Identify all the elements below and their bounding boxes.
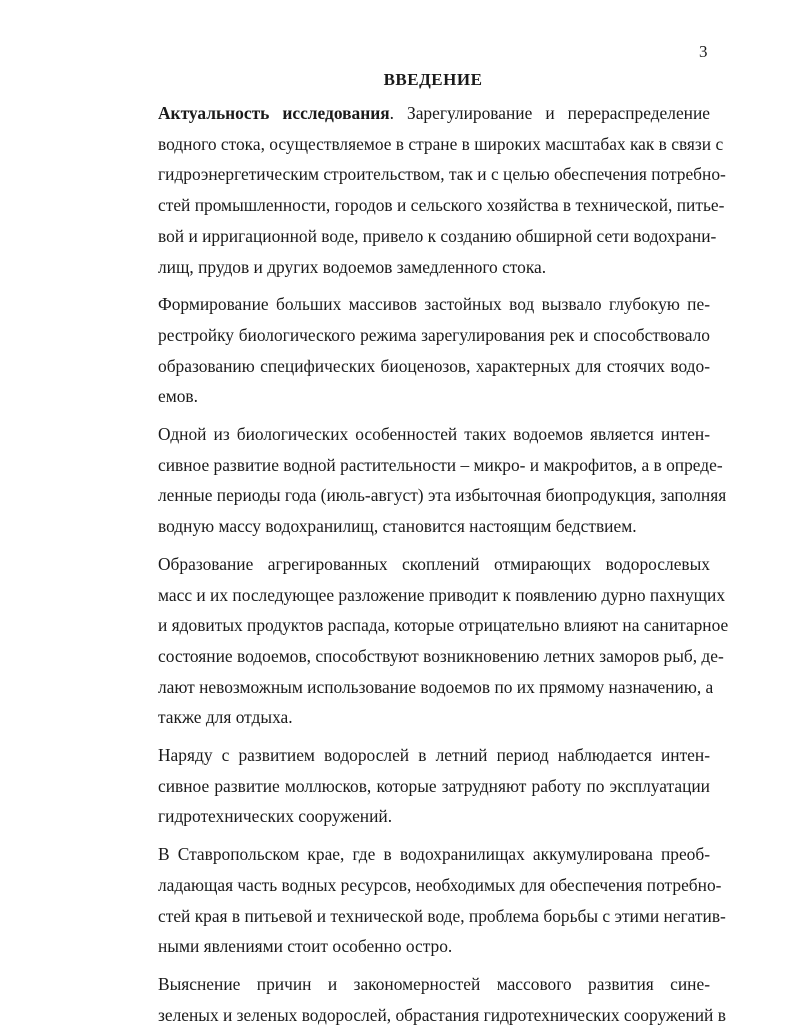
text-line: ладающая часть водных ресурсов, необходимых для обеспечения потребно- [158, 874, 722, 895]
text-line: масс и их последующее разложение приводит к появлению дурно пахнущих [158, 584, 726, 605]
text-line: лищ, прудов и других водоемов замедленного стока. [158, 256, 547, 277]
text-line: лают невозможным использование водоемов по их прямому назначению, а [158, 676, 714, 697]
text-line: Выяснение причин и закономерностей массового развития сине- [158, 973, 710, 994]
text-line: сивное развитие моллюсков, которые затрудняют работу по эксплуатации [158, 775, 710, 796]
text-line: емов. [158, 386, 198, 407]
text-line: В Ставропольском крае, где в водохранилищах аккумулирована преоб- [158, 844, 710, 865]
text-line: и ядовитых продуктов распада, которые отрицательно влияют на санитарное [158, 615, 729, 636]
text-line: Формирование больших массивов застойных вод вызвало глубокую пе- [158, 294, 710, 315]
text-line: Одной из биологических особенностей таких водоемов является интен- [158, 424, 710, 445]
text-line: стей промышленности, городов и сельского хозяйства в технической, питье- [158, 195, 725, 216]
lead-term: Актуальность исследования [158, 103, 390, 123]
text-line: вой и ирригационной воде, привело к созданию обширной сети водохрани- [158, 225, 717, 246]
text-line: зеленых и зеленых водорослей, обрастания гидротехнических сооружений в [158, 1004, 726, 1025]
page-number: 3 [699, 42, 708, 61]
text-line: водного стока, осуществляемое в стране в широких масштабах как в связи с [158, 133, 724, 154]
paragraph-stagnant-waters [114, 289, 710, 412]
text-line: также для отдыха. [158, 707, 293, 728]
text-line: рестройку биологического режима зарегулирования рек и способствовало [158, 324, 710, 345]
text-line: сивное развитие водной растительности – микро- и макрофитов, а в опреде- [158, 454, 723, 475]
paragraph-vegetation [114, 419, 727, 542]
text-line: образованию специфических биоценозов, характерных для стоячих водо- [158, 355, 710, 376]
text-line: гидроэнергетическим строительством, так и с целью обеспечения потребно- [158, 164, 726, 185]
text-line: состояние водоемов, способствуют возникновению летних заморов рыб, де- [158, 645, 724, 666]
section-heading: ВВЕДЕНИЕ [383, 70, 483, 89]
text-line: стей края в питьевой и технической воде, проблема борьбы с этими негатив- [158, 905, 726, 926]
text-line: ленные периоды года (июль-август) эта избыточная биопродукция, заполняя [158, 485, 727, 506]
text-line: водную массу водохранилищ, становится настоящим бедствием. [158, 516, 637, 537]
paragraph-decomposition [114, 549, 729, 733]
text-line: ными явлениями стоит особенно остро. [158, 936, 453, 957]
paragraph-relevance [114, 98, 726, 282]
text-line: Актуальность исследования. Зарегулирование и перераспределение [158, 103, 710, 123]
text-line: Наряду с развитием водорослей в летний период наблюдается интен- [158, 745, 710, 766]
paragraph-causes [114, 969, 726, 1030]
paragraph-stavropol [114, 839, 726, 962]
text-line: Образование агрегированных скоплений отмирающих водорослевых [158, 553, 710, 574]
paragraph-mollusks [114, 740, 710, 832]
text-line: гидротехнических сооружений. [158, 806, 393, 827]
document-body [114, 98, 729, 1030]
